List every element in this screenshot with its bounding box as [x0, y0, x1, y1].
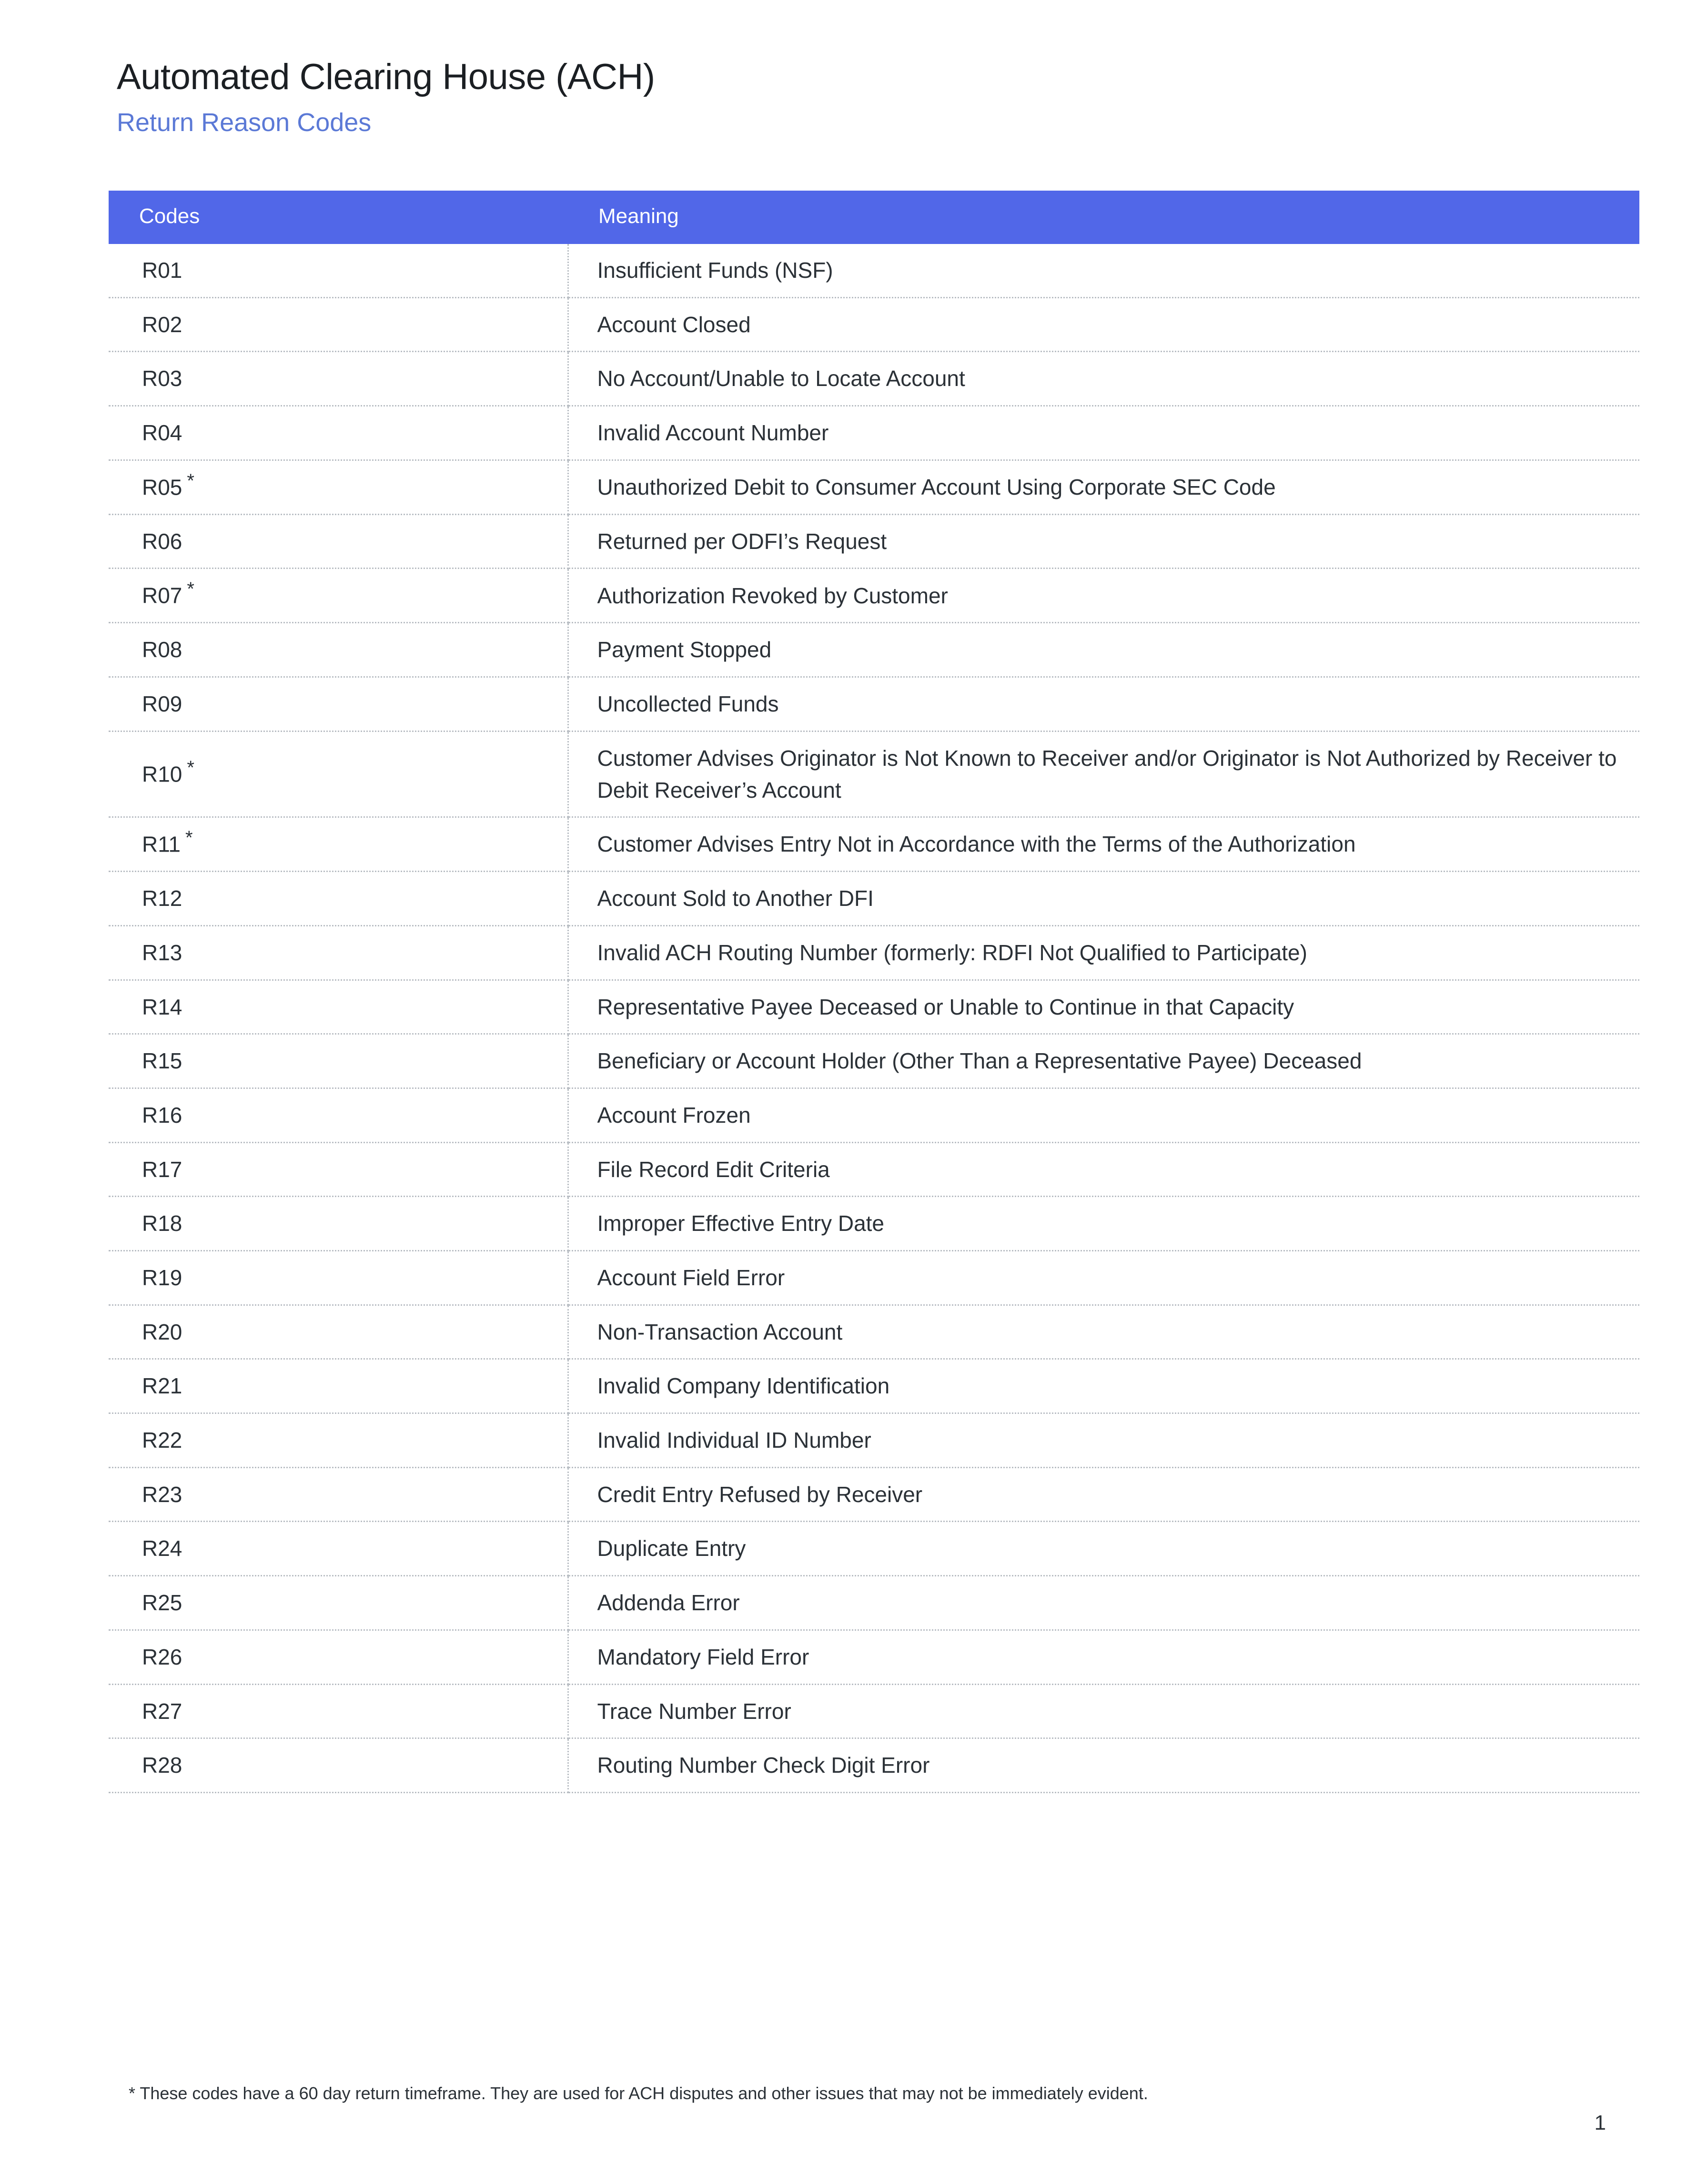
table-row [109, 1305, 1639, 1359]
code-value: R13 [142, 940, 182, 965]
table-row [109, 460, 1639, 514]
cell-meaning: Customer Advises Entry Not in Accordance with the Terms of the Authorization [568, 817, 1639, 872]
table-row [109, 980, 1639, 1034]
cell-meaning: Duplicate Entry [568, 1522, 1639, 1576]
cell-code [109, 1576, 568, 1630]
table-row [109, 731, 1639, 817]
code-value: R25 [142, 1590, 182, 1615]
cell-meaning: Account Sold to Another DFI [568, 872, 1639, 926]
cell-meaning: Trace Number Error [568, 1684, 1639, 1738]
table-row [109, 1359, 1639, 1413]
table-header-row [109, 191, 1639, 244]
cell-meaning: Unauthorized Debit to Consumer Account Using Corporate SEC Code [568, 460, 1639, 514]
cell-meaning: Credit Entry Refused by Receiver [568, 1467, 1639, 1522]
cell-meaning: Improper Effective Entry Date [568, 1197, 1639, 1251]
table-row [109, 244, 1639, 297]
code-value: R11 [142, 832, 181, 857]
code-value: R07 [142, 583, 182, 608]
column-header-meaning: Meaning [568, 191, 1639, 244]
table-row [109, 1088, 1639, 1142]
cell-code [109, 1305, 568, 1359]
cell-meaning: Non-Transaction Account [568, 1305, 1639, 1359]
table-body [109, 244, 1639, 1792]
code-value: R20 [142, 1319, 182, 1344]
page-number: 1 [1594, 2111, 1606, 2134]
cell-meaning: Invalid Individual ID Number [568, 1413, 1639, 1468]
cell-code [109, 1467, 568, 1522]
table-row [109, 297, 1639, 352]
table-row [109, 872, 1639, 926]
code-value: R24 [142, 1536, 182, 1561]
cell-code [109, 1088, 568, 1142]
table-row [109, 1522, 1639, 1576]
cell-code [109, 872, 568, 926]
cell-meaning: Account Closed [568, 297, 1639, 352]
cell-meaning: No Account/Unable to Locate Account [568, 352, 1639, 406]
page-title: Automated Clearing House (ACH) [117, 57, 655, 97]
cell-meaning: Customer Advises Originator is Not Known to Receiver and/or Originator is Not Authorized by Receiver to Debit Receiver’s Account [568, 731, 1639, 817]
cell-code [109, 980, 568, 1034]
code-value: R10 [142, 762, 182, 787]
cell-code [109, 817, 568, 872]
table-row [109, 623, 1639, 677]
table-row [109, 569, 1639, 623]
table-row [109, 1630, 1639, 1684]
code-value: R05 [142, 475, 182, 500]
cell-meaning: Routing Number Check Digit Error [568, 1738, 1639, 1793]
table-row [109, 817, 1639, 872]
table-row [109, 1142, 1639, 1197]
code-value: R03 [142, 366, 182, 391]
cell-code [109, 1034, 568, 1088]
cell-code [109, 1251, 568, 1305]
cell-meaning: Addenda Error [568, 1576, 1639, 1630]
table-row [109, 1467, 1639, 1522]
table-row [109, 1684, 1639, 1738]
cell-meaning: Invalid ACH Routing Number (formerly: RDFI Not Qualified to Participate) [568, 925, 1639, 980]
cell-meaning: Beneficiary or Account Holder (Other Than a Representative Payee) Deceased [568, 1034, 1639, 1088]
cell-code [109, 244, 568, 297]
table-row [109, 1576, 1639, 1630]
cell-meaning: Invalid Account Number [568, 406, 1639, 460]
code-value: R04 [142, 420, 182, 446]
code-value: R01 [142, 258, 182, 283]
cell-code [109, 460, 568, 514]
code-value: R15 [142, 1048, 182, 1074]
table-row [109, 925, 1639, 980]
code-value: R02 [142, 312, 182, 337]
cell-code [109, 1630, 568, 1684]
table-row [109, 677, 1639, 731]
cell-meaning: Returned per ODFI’s Request [568, 514, 1639, 569]
cell-code [109, 1359, 568, 1413]
cell-meaning: File Record Edit Criteria [568, 1142, 1639, 1197]
table-row [109, 406, 1639, 460]
code-value: R26 [142, 1644, 182, 1669]
code-value: R14 [142, 994, 182, 1019]
footnote: * These codes have a 60 day return timeframe. They are used for ACH disputes and other issues that may not be immediately evident. [129, 2083, 1148, 2103]
cell-meaning: Uncollected Funds [568, 677, 1639, 731]
code-value: R17 [142, 1157, 182, 1182]
code-value: R28 [142, 1753, 182, 1778]
cell-code [109, 352, 568, 406]
cell-meaning: Insufficient Funds (NSF) [568, 244, 1639, 297]
cell-code [109, 297, 568, 352]
footnote-asterisk-icon: * [187, 579, 194, 600]
code-value: R21 [142, 1373, 182, 1399]
code-value: R06 [142, 528, 182, 554]
table-row [109, 1738, 1639, 1793]
code-value: R19 [142, 1265, 182, 1290]
cell-code [109, 623, 568, 677]
page-subtitle: Return Reason Codes [117, 108, 372, 137]
cell-meaning: Account Frozen [568, 1088, 1639, 1142]
cell-code [109, 1413, 568, 1468]
cell-code [109, 1684, 568, 1738]
code-value: R09 [142, 691, 182, 717]
table-row [109, 1197, 1639, 1251]
footnote-asterisk-icon: * [187, 757, 194, 779]
footnote-asterisk-icon: * [187, 470, 194, 491]
cell-code [109, 569, 568, 623]
code-value: R12 [142, 886, 182, 911]
cell-meaning: Account Field Error [568, 1251, 1639, 1305]
table-row [109, 1251, 1639, 1305]
code-value: R22 [142, 1428, 182, 1453]
table-row [109, 1034, 1639, 1088]
code-value: R18 [142, 1211, 182, 1236]
document-header [117, 57, 1570, 137]
code-value: R08 [142, 637, 182, 662]
code-value: R16 [142, 1102, 182, 1128]
cell-meaning: Mandatory Field Error [568, 1630, 1639, 1684]
cell-meaning: Authorization Revoked by Customer [568, 569, 1639, 623]
table-row [109, 352, 1639, 406]
table-header [109, 191, 1639, 244]
cell-code [109, 731, 568, 817]
code-value: R27 [142, 1698, 182, 1724]
cell-code [109, 1197, 568, 1251]
return-reason-codes-table [109, 191, 1639, 1793]
table-row [109, 514, 1639, 569]
cell-code [109, 406, 568, 460]
cell-meaning: Representative Payee Deceased or Unable to Continue in that Capacity [568, 980, 1639, 1034]
code-value: R23 [142, 1482, 182, 1507]
cell-meaning: Payment Stopped [568, 623, 1639, 677]
cell-code [109, 677, 568, 731]
cell-code [109, 1738, 568, 1793]
cell-code [109, 1142, 568, 1197]
cell-code [109, 1522, 568, 1576]
table-row [109, 1413, 1639, 1468]
cell-code [109, 925, 568, 980]
column-header-codes: Codes [109, 191, 568, 244]
cell-code [109, 514, 568, 569]
footnote-asterisk-icon: * [185, 827, 193, 849]
cell-meaning: Invalid Company Identification [568, 1359, 1639, 1413]
